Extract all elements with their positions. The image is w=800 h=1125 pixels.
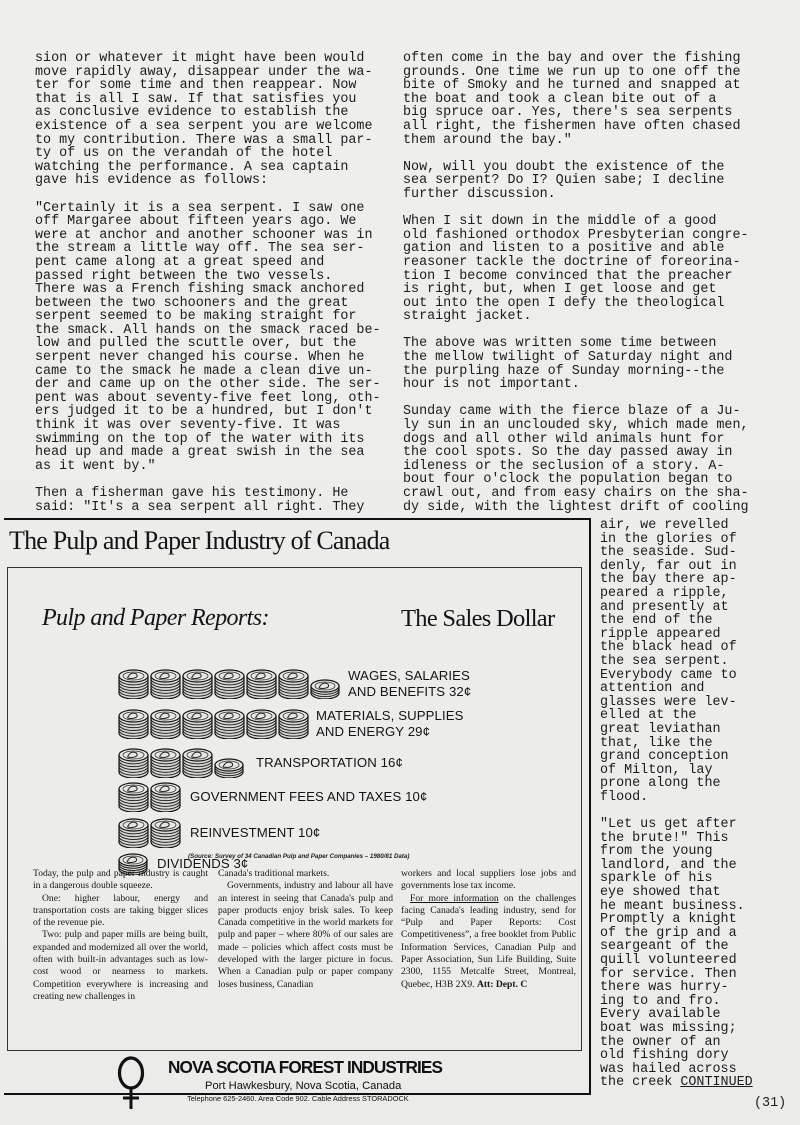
coin-stacks [118,669,340,699]
ad-paragraph: Canada's traditional markets. [218,868,330,879]
article-paragraph-text: "Let us get after the brute!" This from the young landlord, and the sparkle of his eye showed that he meant business. Promptly a knight of the grip and a seargeant of the quill volunteered for service. Then there was hurry- ing to and fro. Every available boat was missing; the owner of an old fishing dory was hailed across the creek [600,817,745,1091]
sales-row-label [348,668,471,700]
advertisement [4,518,591,1103]
ad-paragraph: Governments, industry and labour all have an interest in seeing that Canada's pulp and paper products enjoy brisk sales. To keep Canada competitive in the world markets for pulp and paper – where 80% of our sales are made – policies which affect costs must be developed with the larger picture in focus. When a Canadian pulp or paper company loses business, Canadian [218,880,393,990]
sales-row-transportation [118,748,403,778]
label-line: REINVESTMENT 10¢ [190,825,321,840]
coin-stack-icon [150,709,181,739]
coin-stacks [118,782,182,812]
coin-stack-icon [214,758,244,778]
attention-dept: Att: Dept. C [476,978,528,990]
venus-symbol-icon [116,1056,146,1112]
article-column-narrow [600,519,790,1090]
coin-stack-icon [150,748,181,778]
ad-paragraph: Today, the pulp and paper industry is caught in a dangerous double squeeze. [33,868,208,892]
coin-stack-icon [246,669,277,699]
label-line: WAGES, SALARIES [348,668,470,683]
source-note: (Source: Survey of 34 Canadian Pulp and Paper Companies – 1980/81 Data) [188,853,410,860]
sales-row-government [118,782,427,812]
article-paragraph: Sunday came with the fierce blaze of a Ju- ly sun in an unclouded sky, which made men, dogs and all other wild animals hunt for the cool spots. So the day passed away in idleness or the seclusion of a story. A- bout four o'clock the population began to crawl out, and from easy chairs on the sha- dy side, with the lightest drift of cooling [403,404,749,515]
label-line: TRANSPORTATION 16¢ [256,755,403,770]
reports-title: Pulp and Paper Reports: [42,605,269,631]
sales-dollar-title: The Sales Dollar [401,605,555,632]
article-paragraph: The above was written some time between the mellow twilight of Saturday night and the purpling haze of Sunday morning--the hour is not important. [403,336,733,393]
ad-body-column-3 [401,868,576,991]
sponsor-block [4,1056,584,1103]
coin-stack-icon [150,818,181,848]
article-paragraph: sion or whatever it might have been would move rapidly away, disappear under the wa- ter for some time and then reappear. Now that is all I saw. If that satisfies you as conclusive evidence to establish the existence of a sea serpent you are welcome to my contribution. There was a small par- ty of us on the verandah of the hotel watching the performance. A sea captain gave his evidence as follows: [35,51,373,189]
article-paragraph: When I sit down in the middle of a good old fashioned orthodox Presbyterian congre- gation and listen to a positive and able reasoner tackle the doctrine of foreorina- tion I become convinced that the preacher is right, but, when I get loose and get out into the open I defy the theological straight jacket. [403,214,749,325]
sponsor-name: NOVA SCOTIA FOREST INDUSTRIES [168,1057,443,1077]
ad-body-column-1 [33,868,208,1003]
coin-stack-icon [278,669,309,699]
continued-marker: CONTINUED [680,1075,753,1091]
ad-paragraph [401,893,576,991]
article-paragraph: Now, will you doubt the existence of the sea serpent? Do I? Quien sabe; I decline further discussion. [403,159,725,202]
more-information-link[interactable]: For more information [410,892,499,904]
sponsor-contact: Telephone 625-2460. Area Code 902. Cable Address STORADOCK [187,1094,409,1103]
article-column-right [403,52,773,514]
ad-paragraph: workers and local suppliers lose jobs and governments lose tax income. [401,868,576,892]
label-line: DIVIDENDS 3¢ [157,856,249,871]
coin-stack-icon [182,669,213,699]
coin-stack-icon [310,679,340,699]
sales-row-label [316,708,464,740]
coin-stack-icon [214,709,245,739]
label-line: AND ENERGY 29¢ [316,724,431,739]
sales-row-wages [118,668,471,700]
coin-stack-icon [118,782,149,812]
article-paragraph: often come in the bay and over the fishing grounds. One time we run up to one off the bite of Smoky and he turned and snapped at the boat and took a clean bite out of a big spruce oar. Yes, there's sea serpents all right, the fishermen have often chased them around the bay." [403,51,741,148]
coin-stack-icon [150,782,181,812]
coin-stack-icon [150,669,181,699]
article-paragraph: "Certainly it is a sea serpent. I saw one off Margaree about fifteen years ago. We were at anchor and another schooner was in the stream a little way off. The sea ser- pent came along at a great speed and passed right between the two vessels. There was a French fishing smack anchored between the two schooners and the great serpent seemed to be making straight for the smack. All hands on the smack raced be- low and pulled the scuttle over, but the serpent never changed his course. When he came to the smack he made a clean dive un- der and came up on the other side. The ser- pent was about seventy-five feet long, oth- ers judged it to be a hundred, but I don't think it was over seventy-five. It was swimming on the top of the water with its head up and made a great swish in the sea as it went by." [35,200,381,474]
coin-stack-icon [182,748,213,778]
article-paragraph: air, we revelled in the glories of the seaside. Sud- denly, far out in the bay there ap- peared a ripple, and presently at the end of the ripple appeared the black head of the sea serpent. Everybody came to attention and glasses were lev- elled at the great leviathan that, like the grand conception of Milton, lay prone along the flood. [600,518,737,805]
sales-row-materials [118,708,464,740]
coin-stack-icon [246,709,277,739]
article-paragraph [600,818,790,1090]
coin-stack-icon [118,669,149,699]
sponsor-location: Port Hawkesbury, Nova Scotia, Canada [205,1080,402,1092]
coin-stack-icon [214,669,245,699]
coin-stacks [118,818,182,848]
coin-stack-icon [182,709,213,739]
coin-stack-icon [118,818,149,848]
coin-stacks [118,709,310,739]
sales-row-reinvestment [118,818,320,848]
label-line: MATERIALS, SUPPLIES [316,708,464,723]
ad-body-column-2 [218,868,393,991]
coin-stack-icon [118,709,149,739]
ad-paragraph: One: higher labour, energy and transportation costs are taking bigger slices of the revenue pie. [33,892,208,929]
ad-paragraph: Two: pulp and paper mills are being built, expanded and modernized all over the world, often with built-in advantages such as low-cost wood or nearness to markets. Competition everywhere is increasing and creating new challenges in [33,929,208,1002]
coin-stack-icon [118,748,149,778]
sales-row-label [190,825,320,841]
sales-row-label [190,789,427,805]
ad-title: The Pulp and Paper Industry of Canada [9,526,390,555]
ad-text: on the challenges facing Canada's leading industry, send for “Pulp and Paper Reports: Cost Competitiveness”, a free booklet from Public Information Services, Canadian Pulp and Paper Association, Sun Life Building, Suite 2300, 1155 Metcalfe Street, Montreal, Quebec, H3B 2X9. [401,892,577,990]
label-line: GOVERNMENT FEES AND TAXES 10¢ [190,789,428,804]
article-column-left [35,52,395,514]
coin-stack-icon [278,709,309,739]
label-line: AND BENEFITS 32¢ [348,684,472,699]
coin-stacks [118,748,244,778]
sales-row-label [256,755,403,771]
page-number: (31) [754,1096,787,1111]
ad-inner-panel [7,567,582,1051]
article-paragraph: Then a fisherman gave his testimony. He said: "It's a sea serpent all right. They [35,486,365,515]
